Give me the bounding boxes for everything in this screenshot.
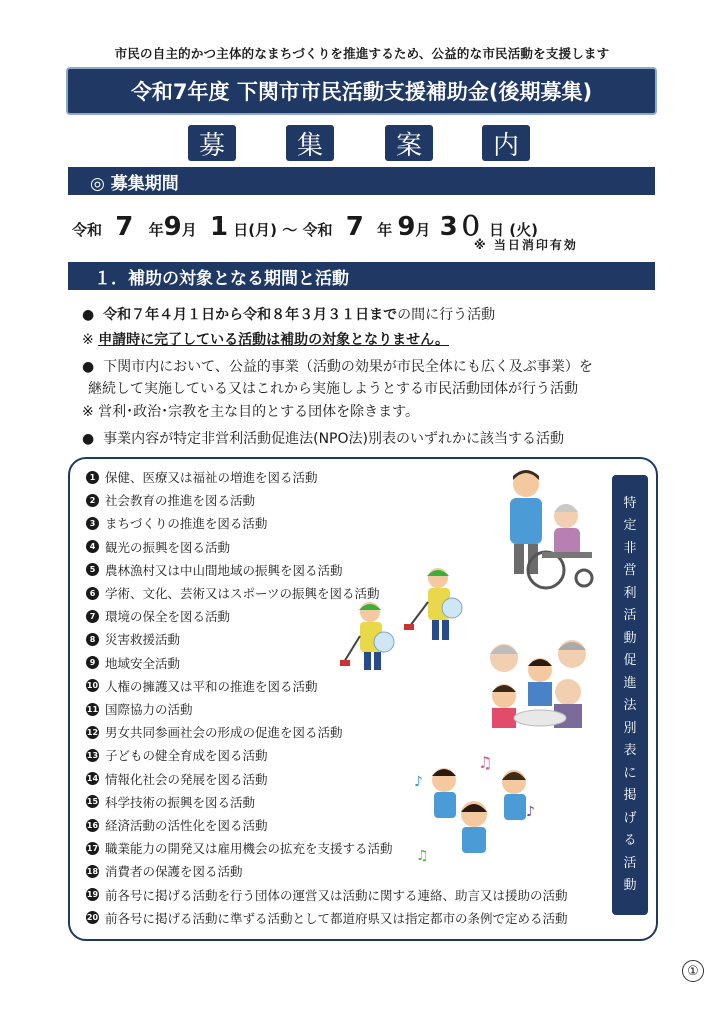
side-label-char: 定 (623, 518, 637, 533)
page-number: ① (682, 960, 704, 982)
item-number-badge: 13 (86, 750, 99, 760)
activity-text: 観光の振興を図る活動 (105, 539, 231, 555)
activity-item (86, 677, 318, 695)
activity-item (86, 839, 393, 857)
activity-item (86, 723, 343, 741)
activity-text: 消費者の保護を図る活動 (105, 864, 243, 880)
bullet-icon: ● (82, 431, 104, 447)
activity-item (86, 607, 230, 625)
side-label-char: 表 (623, 743, 637, 758)
item-number-badge: 12 (86, 727, 99, 737)
recruitment-period: 令和 7 年9月 1 日(月) ～ 令和 7 年 9月 3０ 日 (火) (72, 212, 538, 242)
svg-text:♪: ♪ (414, 774, 423, 790)
activity-text: 職業能力の開発又は雇用機会の拡充を支援する活動 (105, 841, 393, 857)
item-number-badge: 3 (86, 517, 99, 530)
bullet-icon: ● (82, 359, 104, 375)
item-number-badge: 14 (86, 774, 99, 784)
caregiver-wheelchair-illustration (496, 466, 606, 594)
activity-item (86, 514, 267, 532)
activity-item (86, 909, 568, 927)
activity-text: 社会教育の推進を図る活動 (105, 493, 256, 509)
activity-text: 前各号に掲げる活動を行う団体の運営又は活動に関する連絡、助言又は援助の活動 (105, 887, 568, 903)
item-number-badge: 4 (86, 540, 99, 553)
bullet-org-line2: 継続して実施している又はこれから実施しようとする市民活動団体が行う活動 (88, 381, 578, 397)
recruit-char-4: 内 (482, 125, 530, 161)
side-label-char: 別 (623, 720, 637, 736)
cleanup-volunteers-illustration (340, 564, 470, 676)
activity-text: 子どもの健全育成を図る活動 (105, 748, 268, 764)
item-number-badge: 19 (86, 890, 99, 900)
side-label-char: 動 (623, 878, 637, 893)
side-label-char: 活 (623, 855, 637, 871)
children-singing-illustration (410, 752, 540, 864)
activity-item (86, 468, 318, 486)
item-number-badge: 2 (86, 494, 99, 507)
activity-item (86, 862, 243, 880)
activity-item (86, 886, 568, 904)
activity-item (86, 538, 230, 556)
recruit-char-2: 集 (286, 125, 334, 161)
side-label-char: 掲 (623, 788, 637, 803)
activity-text: 国際協力の活動 (105, 702, 193, 717)
svg-text:♫: ♫ (416, 848, 429, 864)
item-number-badge: 16 (86, 820, 99, 830)
activity-item (86, 491, 255, 509)
activity-text: 地域安全活動 (105, 655, 181, 671)
note-excluded: ※ 営利･政治･宗教を主な目的とする団体を除きます。 (82, 404, 420, 420)
activity-text: 農林漁村又は中山間地域の振興を図る活動 (105, 562, 343, 578)
item-number-badge: 9 (86, 656, 99, 669)
side-label-char: 非 (623, 540, 637, 556)
family-gathering-illustration (484, 630, 596, 730)
activity-text: まちづくりの推進を図る活動 (105, 516, 268, 532)
item-number-badge: 1 (86, 471, 99, 484)
bullet-org-line1: ● 下関市内において、公益的事業（活動の効果が市民全体にも広く及ぶ事業）を (82, 359, 593, 375)
side-label-char: 利 (623, 585, 637, 601)
activity-item (86, 770, 268, 788)
activity-text: 情報化社会の発展を図る活動 (105, 771, 268, 787)
activity-item (86, 700, 193, 718)
side-label-char: 活 (623, 608, 637, 623)
bullet-period: ● 令和７年４月１日から令和８年３月３１日までの間に行う活動 (82, 307, 496, 323)
period-heading: ◎ 募集期間 (68, 167, 655, 195)
side-label-char: に (623, 765, 637, 781)
activity-item (86, 561, 343, 579)
item-number-badge: 5 (86, 563, 99, 576)
tagline: 市民の自主的かつ主体的なまちづくりを推進するため、公益的な市民活動を支援します (114, 46, 610, 61)
svg-text:♪: ♪ (526, 804, 535, 820)
item-number-badge: 20 (86, 913, 99, 923)
item-number-badge: 18 (86, 866, 99, 876)
item-number-badge: 8 (86, 633, 99, 646)
activity-text: 人権の擁護又は平和の推進を図る活動 (105, 678, 318, 694)
activity-text: 男女共同参画社会の形成の促進を図る活動 (105, 725, 343, 741)
item-number-badge: 7 (86, 610, 99, 623)
side-label-char: 営 (623, 563, 637, 578)
bullet-icon: ● (82, 307, 104, 323)
activity-text: 経済活動の活性化を図る活動 (105, 818, 268, 833)
activity-item (86, 584, 380, 602)
recruit-char-1: 募 (188, 125, 236, 161)
item-number-badge: 11 (86, 704, 99, 714)
side-label-char: 特 (623, 495, 637, 511)
side-label-char: 進 (623, 675, 637, 691)
item-number-badge: 6 (86, 587, 99, 600)
side-label-char: 動 (623, 630, 637, 646)
activity-text: 保健、医療又は福祉の増進を図る活動 (105, 470, 318, 485)
activity-item (86, 630, 180, 648)
item-number-badge: 15 (86, 797, 99, 807)
activity-item (86, 746, 268, 764)
item-number-badge: 10 (86, 681, 99, 691)
page-title: 令和7年度 下関市市民活動支援補助金(後期募集) (68, 69, 655, 113)
postmark-note: ※ 当日消印有効 (474, 238, 578, 252)
activity-text: 前各号に掲げる活動に準ずる活動として都道府県又は指定都市の条例で定める活動 (105, 910, 568, 926)
side-label-char: げ (623, 810, 637, 826)
activity-item (86, 793, 255, 811)
recruit-char-3: 案 (385, 125, 433, 161)
side-label-char: 法 (623, 698, 637, 713)
svg-text:♫: ♫ (478, 753, 493, 772)
activity-text: 学術、文化、芸術又はスポーツの振興を図る活動 (105, 586, 380, 601)
bullet-npo: ● 事業内容が特定非営利活動促進法(NPO法)別表のいずれかに該当する活動 (82, 431, 564, 447)
activity-text: 科学技術の振興を図る活動 (105, 794, 256, 810)
note-completed: ※ 申請時に完了している活動は補助の対象となりません。 (82, 332, 450, 348)
side-label-npo-table (612, 475, 648, 915)
item-number-badge: 17 (86, 843, 99, 853)
side-label-char: る (623, 833, 637, 848)
activity-text: 環境の保全を図る活動 (105, 609, 231, 625)
activity-item (86, 816, 268, 834)
activity-text: 災害救援活動 (105, 632, 181, 648)
section1-heading: １．補助の対象となる期間と活動 (68, 262, 655, 290)
activity-item (86, 654, 180, 672)
side-label-char: 促 (623, 653, 637, 668)
